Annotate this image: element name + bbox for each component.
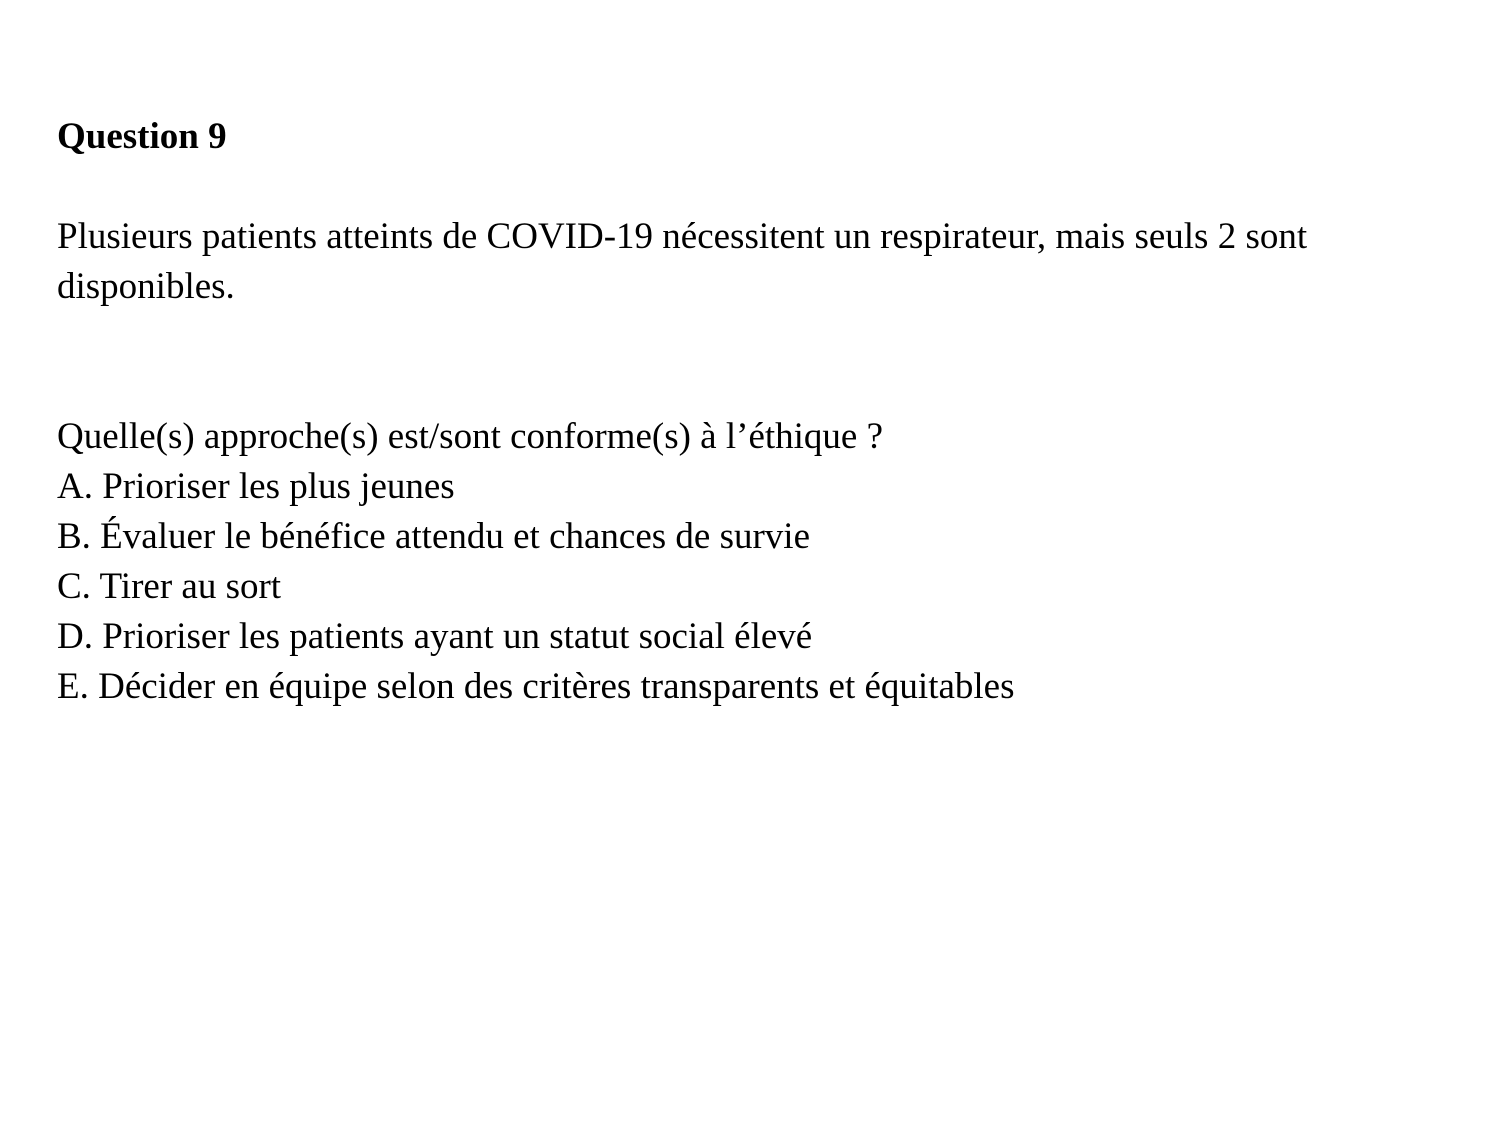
question-prompt: Quelle(s) approche(s) est/sont conforme(s) à l’éthique ? (57, 416, 884, 457)
question-title: Question 9 (57, 116, 227, 157)
answer-options-list (57, 462, 1015, 712)
answer-option-c: C. Tirer au sort (57, 566, 282, 607)
answer-option-a: A. Prioriser les plus jeunes (57, 466, 455, 507)
answer-option-e: E. Décider en équipe selon des critères transparents et équitables (57, 666, 1015, 707)
question-stem: Plusieurs patients atteints de COVID-19 nécessitent un respirateur, mais seuls 2 sont disponibles. (57, 216, 1308, 307)
answer-option-b: B. Évaluer le bénéfice attendu et chances de survie (57, 516, 811, 557)
answer-option-d: D. Prioriser les patients ayant un statut social élevé (57, 616, 813, 657)
